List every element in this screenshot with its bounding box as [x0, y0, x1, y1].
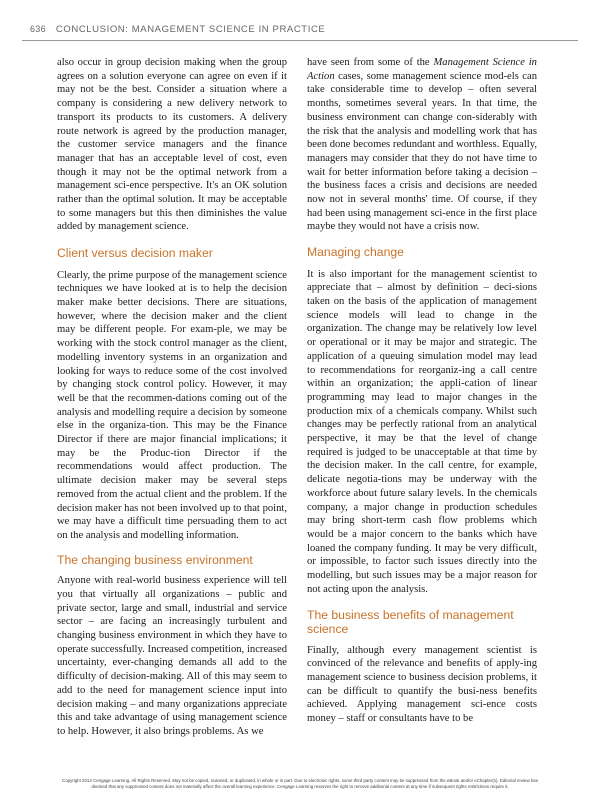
paragraph-changing-environment: Anyone with real-world business experience will tell you that virtually all organizations – public and private sector, large and small, industrial and service sector – are facing an increasingly turbulent and changing business environment in which they have to operate successfully. Increased competition, increased uncertainty, ever-changing demands all add to the difficulty of decision-making. All of this may seem to add to the need for management science input into decision making – and many organizations appreciate this and take advantage of using management science to help. However, it also brings problems. As we [57, 575, 287, 737]
paragraph-group-decision: also occur in group decision making when the group agrees on a solution everyone can agree on even if it may not be the best. Consider a situation where a company is considering a new delivery network to transport its products to its customers. A delivery route network is agreed by the production manager, the customer service managers and the finance manager that has an acceptable level of cost, even though it may not be the optimal network from a management sci-ence perspective. It's an OK solution rather than the optimal solution. It may be acceptable to some managers but this then diminishes the value added by management science. [57, 57, 287, 233]
text-run: have seen from some of the [307, 57, 434, 68]
header-rule [22, 40, 578, 41]
page-number: 636 [30, 24, 46, 34]
running-head: CONCLUSION: MANAGEMENT SCIENCE IN PRACTICE [55, 23, 326, 35]
footer-line: Copyright 2014 Cengage Learning. All Rights Reserved. May not be copied, scanned, or duplicated, in whole or in part. Due to electronic rights, some third party content may be suppressed from the eBook and/or eChapter(s). Editorial review has [62, 778, 538, 783]
copyright-footer [20, 778, 580, 790]
paragraph-continued [307, 56, 537, 234]
right-column [307, 56, 537, 726]
heading-business-benefits: The business benefits of management science [307, 607, 514, 637]
heading-managing-change: Managing change [307, 245, 404, 260]
heading-changing-business-environment: The changing business environment [57, 552, 253, 567]
heading-client-vs-decision-maker: Client versus decision maker [57, 246, 213, 261]
paragraph-managing-change: It is also important for the management scientist to appreciate that – almost by definition – deci-sions taken on the basis of the application of management science models will lead to change in the organization. The change may be relatively low level or operational or it may be major and strategic. The application of a queuing simulation model may lead to recommendations for reorganiz-ing a call centre within an organization; the appli-cation of linear programming may lead to major changes in the production mix of a chemicals company. Whilst such changes may be perfectly rational from an analytical perspective, it may be that the level of change required is judged to be unacceptable at that time by the decision maker. In the call centre, for example, delicate negotia-tions may be underway with the workforce about future salary levels. In the chemicals company, a major change in production schedules may bring short-term cash flow problems which would be a major concern to the banks which have loaned the company funding. It may be very difficult, or impossible, to factor such issues directly into the modelling, but such issues may be a major reason for not acting upon the analysis. [307, 268, 537, 595]
paragraph-client: Clearly, the prime purpose of the management science techniques we have looked at is to help the decision maker make better decisions. There are situations, however, where the decision maker and the client may be different people. For exam-ple, we may be working with the stock control manager as the client, modelling inventory systems in an organization and looking for ways to reduce some of the cost involved by changing stock control policy. However, it may well be that the recommen-dations coming out of the analysis and modelling require a decision by someone else in the organiza-tion. This may be the Finance Director if there are major financial implications; it may be the Produc-tion Director if the recommendations would affect production. The ultimate decision maker may be several steps removed from the actual client and the problem. If the decision maker has not been involved up to that point, we may have a difficult time persuading them to act on the analysis and modelling information. [57, 269, 287, 541]
left-column [57, 56, 287, 739]
footer-line: deemed that any suppressed content does not materially affect the overall learning experience. Cengage Learning reserves the right to remove additional content at any time if subsequent rights restrictions require it. [91, 784, 509, 789]
italic-title: Management Science in Action [307, 57, 537, 82]
text-run: cases, some management science mod-els can take considerable time to develop – often several months, sometimes several years. In that time, the business environment can change con-siderably with the risk that the analysis and modelling work that has been done becomes redundant and worthless. Equally, managers may consider that they do not have time to wait for better information before taking a decision – the business faces a crisis and decisions are needed now not in several months' time. Of course, if they had been using management sci-ence in the first place maybe they would not have a crisis now. [307, 70, 537, 233]
paragraph-business-benefits: Finally, although every management scientist is convinced of the relevance and benefits of apply-ing management science to business decision problems, it can be difficult to quantify the busi-ness benefits achieved. Applying management sci-ence costs money – staff or consultants have to be [307, 644, 537, 725]
page-header [0, 18, 600, 40]
